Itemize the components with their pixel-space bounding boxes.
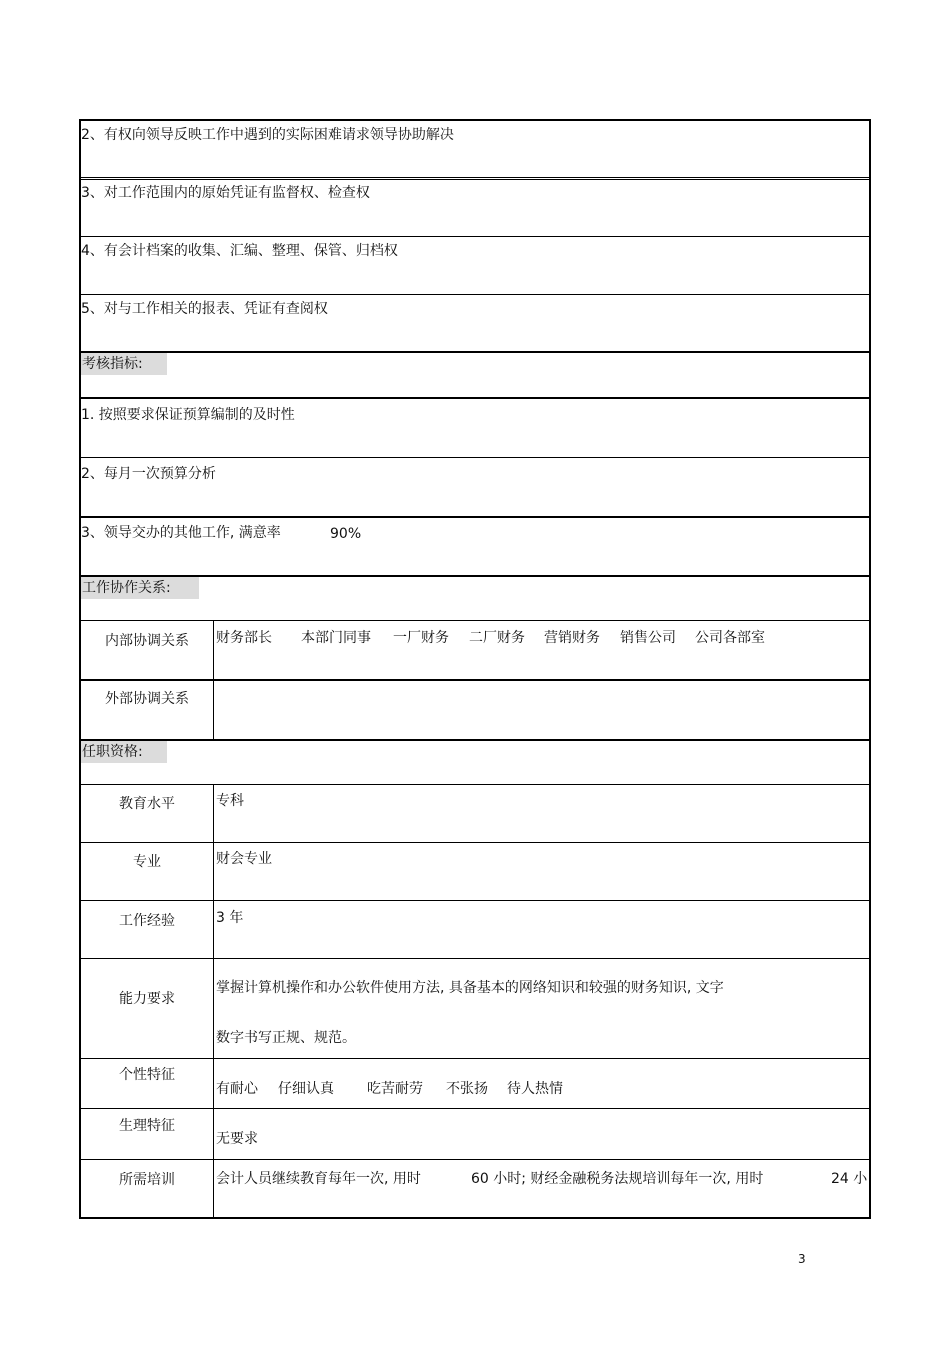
rights-item-5: 5、对与工作相关的报表、凭证有查阅权 [81,301,328,317]
cooperation-section-label: 工作协作关系: [81,577,199,599]
major-value: 财会专业 [216,851,272,867]
row-divider [79,179,871,180]
internal-coordination-label: 内部协调关系 [105,633,189,649]
internal-coordination-finance-head: 财务部长 [216,630,272,646]
rights-item-2: 2、有权向领导反映工作中遇到的实际困难请求领导协助解决 [81,127,454,143]
row-divider [79,351,871,353]
internal-coordination-plant1: 一厂财务 [393,630,449,646]
row-divider [79,294,871,295]
external-coordination-label: 外部协调关系 [105,691,189,707]
personality-careful: 仔细认真 [278,1081,334,1097]
education-label: 教育水平 [119,796,175,812]
personality-friendly: 待人热情 [507,1081,563,1097]
personality-patience: 有耐心 [216,1081,258,1097]
page-number: 3 [798,1252,806,1266]
row-divider [79,177,871,178]
ability-label: 能力要求 [119,991,175,1007]
internal-coordination-colleagues: 本部门同事 [301,630,371,646]
row-divider [79,739,871,741]
physical-label: 生理特征 [119,1118,175,1134]
training-text-part3: 24 小 [831,1171,868,1187]
column-divider [213,784,214,1218]
training-label: 所需培训 [119,1172,175,1188]
qualifications-section-label: 任职资格: [81,741,167,763]
training-text-part2: 60 小时; 财经金融税务法规培训每年一次, 用时 [471,1171,764,1187]
row-divider [79,842,871,843]
row-divider [79,397,871,399]
ability-line-2: 数字书写正规、规范。 [216,1030,356,1046]
assessment-item-1: 1. 按照要求保证预算编制的及时性 [81,407,295,423]
row-divider [79,1058,871,1059]
row-divider [79,236,871,237]
table-top-border [79,119,871,121]
internal-coordination-marketing-finance: 营销财务 [544,630,600,646]
internal-coordination-sales-company: 销售公司 [620,630,676,646]
training-text-part1: 会计人员继续教育每年一次, 用时 [216,1171,421,1187]
row-divider [79,620,871,621]
internal-coordination-departments: 公司各部室 [695,630,765,646]
satisfaction-rate: 90% [330,526,362,542]
assessment-item-2: 2、每月一次预算分析 [81,466,216,482]
row-divider [79,1108,871,1109]
rights-item-4: 4、有会计档案的收集、汇编、整理、保管、归档权 [81,243,398,259]
personality-hardworking: 吃苦耐劳 [367,1081,423,1097]
row-divider [79,516,871,518]
job-description-table [79,119,871,1219]
internal-coordination-plant2: 二厂财务 [469,630,525,646]
row-divider [79,900,871,901]
personality-label: 个性特征 [119,1067,175,1083]
major-label: 专业 [133,854,161,870]
assessment-section-label: 考核指标: [81,353,167,375]
experience-label: 工作经验 [119,913,175,929]
column-divider [213,620,214,739]
experience-value: 3 年 [216,910,244,926]
row-divider [79,457,871,458]
row-divider [79,784,871,785]
rights-item-3: 3、对工作范围内的原始凭证有监督权、检查权 [81,185,370,201]
row-divider [79,1159,871,1160]
row-divider [79,679,871,681]
ability-line-1: 掌握计算机操作和办公软件使用方法, 具备基本的网络知识和较强的财务知识, 文字 [216,980,724,996]
personality-modest: 不张扬 [446,1081,488,1097]
assessment-item-3: 3、领导交办的其他工作, 满意率 [81,525,281,541]
physical-value: 无要求 [216,1131,258,1147]
education-value: 专科 [216,793,244,809]
table-bottom-border [79,1217,871,1219]
row-divider [79,958,871,959]
